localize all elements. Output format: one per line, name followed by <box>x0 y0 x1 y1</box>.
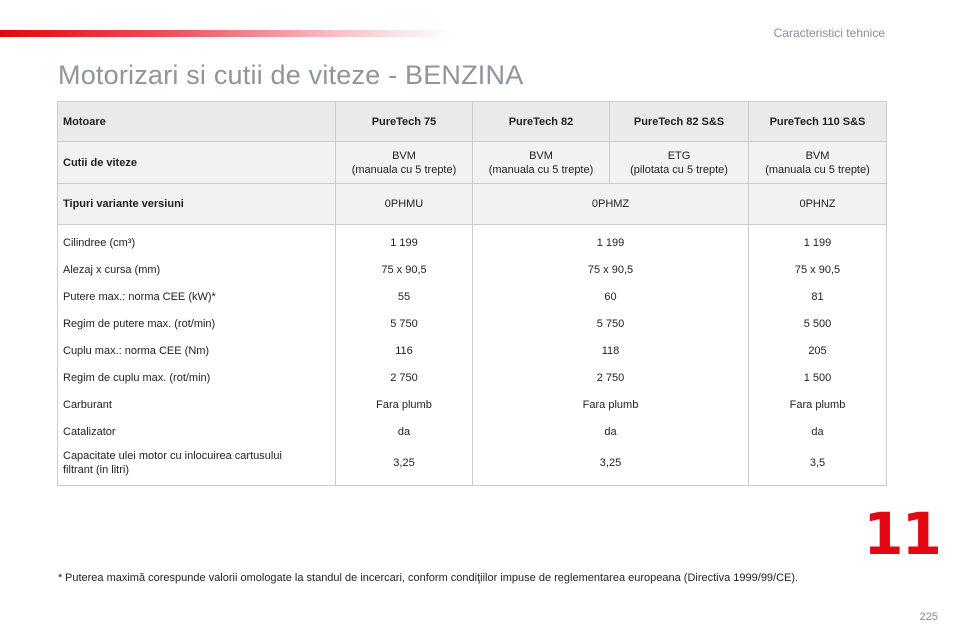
table-cell: 75 x 90,5 <box>473 256 749 283</box>
row-label: Catalizator <box>58 418 336 445</box>
table-cell: 75 x 90,5 <box>749 256 887 283</box>
section-header: Caracteristici tehnice <box>773 26 885 40</box>
table-cell: 55 <box>336 283 473 310</box>
table-row <box>58 283 887 310</box>
table-row <box>58 418 887 445</box>
table-cell: 118 <box>473 337 749 364</box>
table-cell: 0PHNZ <box>749 184 887 225</box>
row-label: Capacitate ulei motor cu inlocuirea cartusului filtrant (in litri) <box>58 445 336 486</box>
table-cell: 1 199 <box>749 225 887 257</box>
column-header: PureTech 75 <box>336 102 473 142</box>
chapter-number: 11 <box>863 500 940 568</box>
table-cell: 3,5 <box>749 445 887 486</box>
variants-row <box>58 184 887 225</box>
table-cell: 116 <box>336 337 473 364</box>
table-row <box>58 364 887 391</box>
page-title: Motorizari si cutii de viteze - BENZINA <box>58 60 524 90</box>
row-label: Regim de putere max. (rot/min) <box>58 310 336 337</box>
column-header: Motoare <box>58 102 336 142</box>
table-cell: 1 500 <box>749 364 887 391</box>
row-label: Carburant <box>58 391 336 418</box>
row-label: Regim de cuplu max. (rot/min) <box>58 364 336 391</box>
row-label: Cutii de viteze <box>58 142 336 184</box>
table-row <box>58 225 887 257</box>
table-cell: da <box>473 418 749 445</box>
engine-specs-table <box>57 101 887 486</box>
table-cell: 75 x 90,5 <box>336 256 473 283</box>
table-cell: 1 199 <box>336 225 473 257</box>
table-cell: 5 750 <box>473 310 749 337</box>
table-cell: 3,25 <box>336 445 473 486</box>
table-row <box>58 337 887 364</box>
footnote-text: Puterea maximă corespunde valorii omologate la standul de incercari, conform condiţiilor impuse de reglementarea europeana (Directiva 1999/99/CE). <box>65 572 799 584</box>
table-cell: BVM (manuala cu 5 trepte) <box>749 142 887 184</box>
table-row <box>58 310 887 337</box>
table-cell: 205 <box>749 337 887 364</box>
gearbox-row <box>58 142 887 184</box>
table-cell: 2 750 <box>473 364 749 391</box>
row-label: Cilindree (cm³) <box>58 225 336 257</box>
row-label: Cuplu max.: norma CEE (Nm) <box>58 337 336 364</box>
table-cell: ETG (pilotata cu 5 trepte) <box>610 142 749 184</box>
table-cell: 5 500 <box>749 310 887 337</box>
page-number: 225 <box>919 611 938 623</box>
table-cell: da <box>749 418 887 445</box>
table-cell: 81 <box>749 283 887 310</box>
column-header: PureTech 82 S&S <box>610 102 749 142</box>
table-row <box>58 391 887 418</box>
footnote-marker: * <box>58 572 63 584</box>
table-cell: 5 750 <box>336 310 473 337</box>
table-cell: Fara plumb <box>336 391 473 418</box>
table-cell: 3,25 <box>473 445 749 486</box>
footnote <box>58 571 818 586</box>
column-header: PureTech 82 <box>473 102 610 142</box>
table-cell: BVM (manuala cu 5 trepte) <box>473 142 610 184</box>
table-header-row <box>58 102 887 142</box>
table-cell: 1 199 <box>473 225 749 257</box>
row-label: Tipuri variante versiuni <box>58 184 336 225</box>
table-cell: da <box>336 418 473 445</box>
table-cell: Fara plumb <box>749 391 887 418</box>
table-row <box>58 445 887 486</box>
table-cell: 0PHMZ <box>473 184 749 225</box>
table-cell: 2 750 <box>336 364 473 391</box>
row-label: Alezaj x cursa (mm) <box>58 256 336 283</box>
header-accent-bar <box>0 30 450 37</box>
table-cell: Fara plumb <box>473 391 749 418</box>
table-cell: BVM (manuala cu 5 trepte) <box>336 142 473 184</box>
table-cell: 60 <box>473 283 749 310</box>
row-label: Putere max.: norma CEE (kW)* <box>58 283 336 310</box>
table-cell: 0PHMU <box>336 184 473 225</box>
column-header: PureTech 110 S&S <box>749 102 887 142</box>
table-row <box>58 256 887 283</box>
